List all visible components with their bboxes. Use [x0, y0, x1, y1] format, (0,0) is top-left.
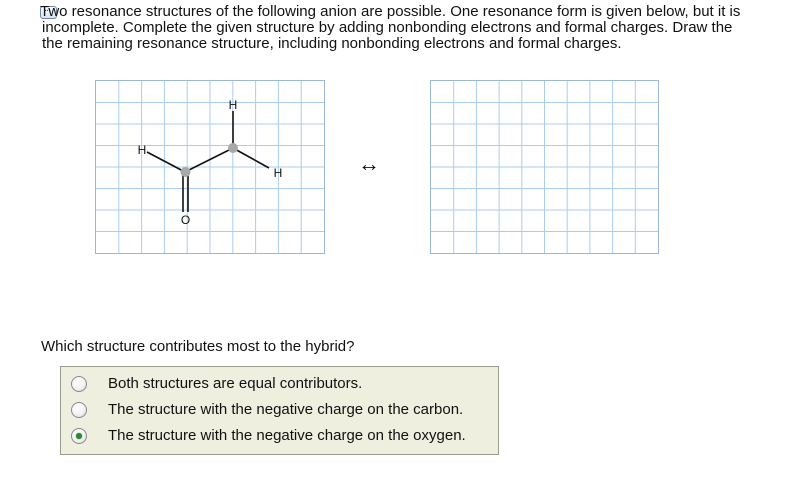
option-label[interactable]: The structure with the negative charge on the oxygen. [108, 427, 466, 444]
bond-c1-h[interactable] [147, 152, 185, 172]
radio-button[interactable] [71, 376, 87, 392]
given-structure-canvas[interactable] [95, 80, 325, 254]
atom-h-top[interactable]: H [228, 98, 238, 112]
option-label[interactable]: The structure with the negative charge on the carbon. [108, 401, 464, 418]
atom-h-right[interactable]: H [273, 166, 283, 180]
bond-c2-h-right[interactable] [233, 148, 269, 168]
atom-o[interactable]: O [180, 213, 191, 227]
drawing-canvas[interactable] [430, 80, 659, 254]
drawing-canvas-grid [431, 81, 658, 253]
bond-c1-c2[interactable] [185, 148, 233, 172]
radio-button[interactable] [71, 402, 87, 418]
option-label[interactable]: Both structures are equal contributors. [108, 375, 363, 392]
resonance-arrow: ↔ [358, 151, 380, 176]
grid-lines [96, 81, 324, 253]
instruction-line-2: incomplete. Complete the given structure by adding nonbonding electrons and formal charges. Draw the [42, 19, 733, 36]
carbon-atom-2[interactable] [228, 143, 238, 153]
option-negative-on-oxygen[interactable] [61, 424, 498, 450]
instruction-line-1: Two resonance structures of the following anion are possible. One resonance form is given below, but it is [40, 3, 741, 20]
given-structure-svg [96, 81, 324, 253]
atom-h-left[interactable]: H [137, 143, 147, 157]
answer-options [60, 366, 499, 455]
option-equal-contributors[interactable] [61, 372, 498, 398]
instruction-line-3: the remaining resonance structure, including nonbonding electrons and formal charges. [42, 35, 622, 52]
question-text: Which structure contributes most to the hybrid? [41, 338, 355, 355]
radio-button-selected[interactable] [71, 428, 87, 444]
carbon-atom-1[interactable] [181, 167, 191, 177]
option-negative-on-carbon[interactable] [61, 398, 498, 424]
